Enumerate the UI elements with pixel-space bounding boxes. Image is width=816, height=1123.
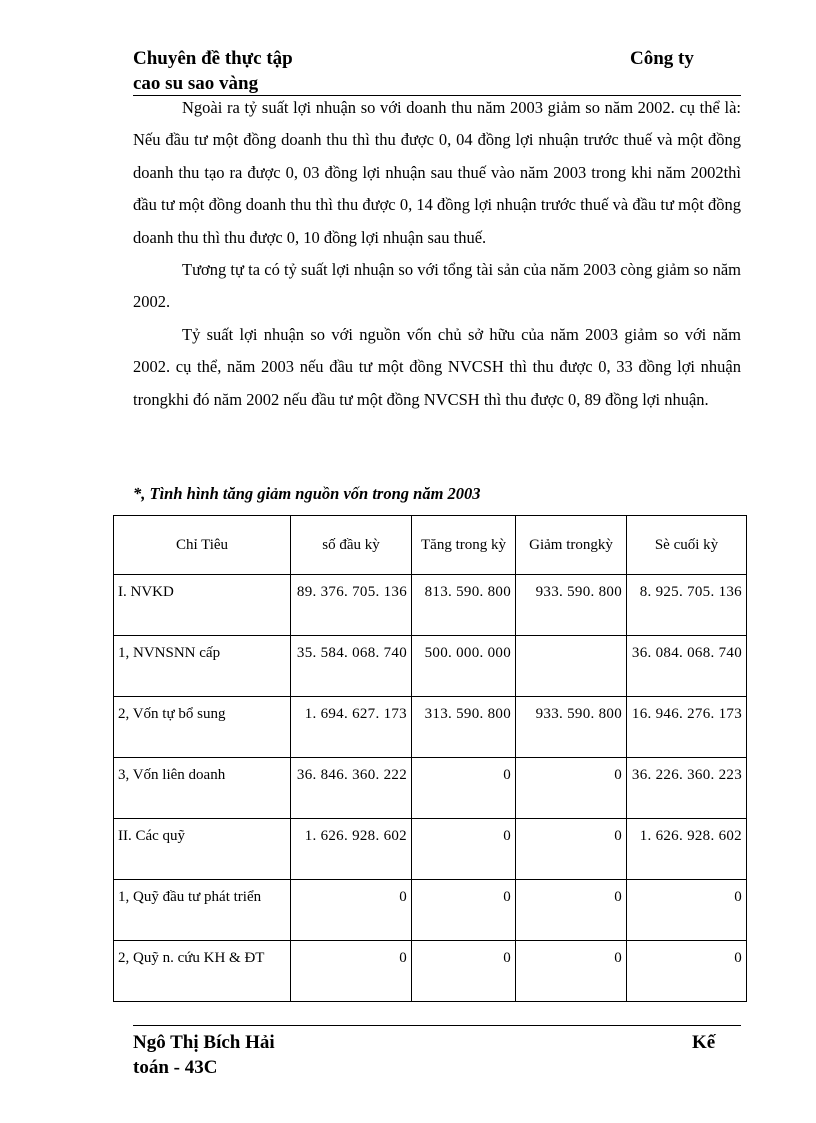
footer-class: toán - 43C (133, 1057, 218, 1078)
table-row (114, 636, 747, 697)
table-title: *, Tình hình tăng giảm nguồn vốn trong năm 2003 (133, 484, 481, 503)
cell-value: 35. 584. 068. 740 (291, 636, 412, 697)
row-label: 1, NVNSNN cấp (114, 636, 291, 697)
cell-value: 16. 946. 276. 173 (627, 697, 747, 758)
row-label: 2, Quỹ n. cứu KH & ĐT (114, 941, 291, 1002)
header-cell: Giảm trongkỳ (516, 516, 627, 575)
table-row (114, 819, 747, 880)
cell-value: 0 (516, 880, 627, 941)
cell-value: 0 (412, 880, 516, 941)
header-cell: Chỉ Tiêu (114, 516, 291, 575)
cell-value: 0 (412, 758, 516, 819)
cell-value (516, 636, 627, 697)
page-footer (133, 1025, 741, 1085)
cell-value: 0 (627, 880, 747, 941)
cell-value: 36. 084. 068. 740 (627, 636, 747, 697)
table-row (114, 941, 747, 1002)
row-label: 3, Vốn liên doanh (114, 758, 291, 819)
paragraph: Tỷ suất lợi nhuận so với nguồn vốn chủ sở hữu của năm 2003 giảm so với năm 2002. cụ thể, năm 2003 nếu đầu tư một đồng NVCSH thì thu được 0, 33 đồng lợi nhuận trongkhi đó năm 2002 nếu đầu tư một đồng NVCSH thì thu được 0, 89 đồng lợi nhuận. (133, 324, 741, 409)
header-cell: Tăng trong kỳ (412, 516, 516, 575)
footer-author: Ngô Thị Bích Hải (133, 1032, 275, 1053)
table-row (114, 758, 747, 819)
header-subtitle: cao su sao vàng (133, 73, 259, 94)
cell-value: 0 (516, 758, 627, 819)
capital-table (113, 515, 747, 1002)
cell-value: 0 (291, 941, 412, 1002)
cell-value: 0 (412, 941, 516, 1002)
cell-value: 36. 226. 360. 223 (627, 758, 747, 819)
cell-value: 933. 590. 800 (516, 575, 627, 636)
cell-value: 1. 626. 928. 602 (291, 819, 412, 880)
table-row (114, 697, 747, 758)
row-label: 2, Vốn tự bổ sung (114, 697, 291, 758)
cell-value: 1. 694. 627. 173 (291, 697, 412, 758)
cell-value: 1. 626. 928. 602 (627, 819, 747, 880)
cell-value: 313. 590. 800 (412, 697, 516, 758)
body-text (133, 92, 741, 416)
header-title: Chuyên đề thực tập (133, 48, 293, 69)
row-label: II. Các quỹ (114, 819, 291, 880)
paragraph: Ngoài ra tỷ suất lợi nhuận so với doanh thu năm 2003 giảm so năm 2002. cụ thể là: Nếu đầu tư một đồng doanh thu thì thu được 0, 04 đồng lợi nhuận trước thuế và một đồng doanh thu tạo ra được 0, 03 đồng lợi nhuận sau thuế vào năm 2003 trong khi năm 2002thì đầu tư một đồng doanh thu thì thu được 0, 14 đồng lợi nhuận trước thuế và đầu tư một đồng doanh thu thì thu được 0, 10 đồng lợi nhuận sau thuế. (133, 98, 741, 247)
header-cell: Sè cuối kỳ (627, 516, 747, 575)
table-row (114, 575, 747, 636)
cell-value: 933. 590. 800 (516, 697, 627, 758)
cell-value: 89. 376. 705. 136 (291, 575, 412, 636)
paragraph: Tương tự ta có tỷ suất lợi nhuận so với tổng tài sản của năm 2003 còng giảm so năm 2002. (133, 260, 741, 312)
footer-right: Kế (692, 1032, 716, 1053)
page-header (133, 46, 741, 96)
footer-divider (133, 1025, 741, 1026)
cell-value: 8. 925. 705. 136 (627, 575, 747, 636)
cell-value: 0 (291, 880, 412, 941)
cell-value: 0 (627, 941, 747, 1002)
row-label: 1, Quỹ đầu tư phát triển (114, 880, 291, 941)
footer-left (133, 1030, 275, 1080)
table-row (114, 880, 747, 941)
cell-value: 500. 000. 000 (412, 636, 516, 697)
cell-value: 36. 846. 360. 222 (291, 758, 412, 819)
cell-value: 0 (412, 819, 516, 880)
header-cell: số đầu kỳ (291, 516, 412, 575)
header-left (133, 46, 293, 96)
cell-value: 0 (516, 819, 627, 880)
table-header-row (114, 516, 747, 575)
header-company: Công ty (630, 48, 694, 69)
row-label: I. NVKD (114, 575, 291, 636)
cell-value: 813. 590. 800 (412, 575, 516, 636)
cell-value: 0 (516, 941, 627, 1002)
